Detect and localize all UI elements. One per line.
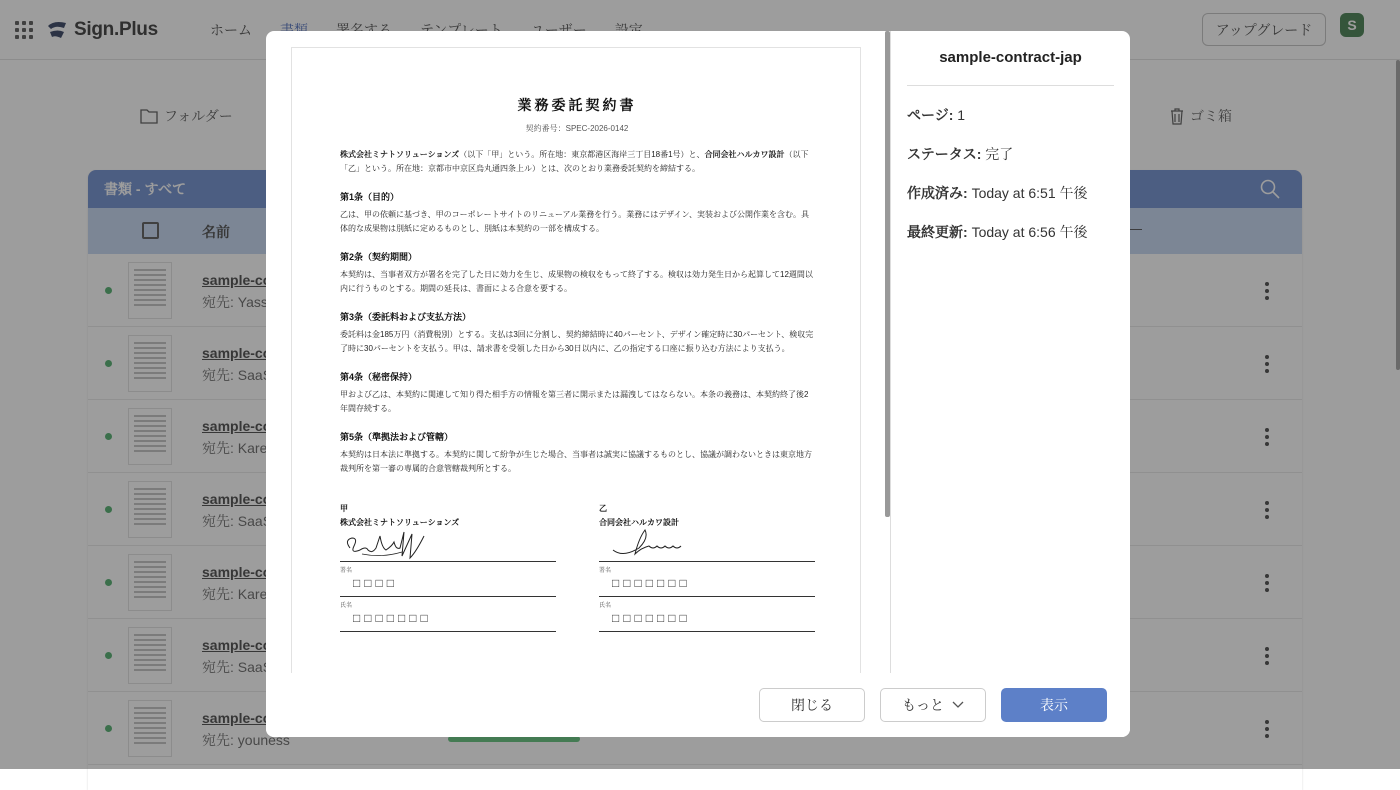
- party-b-role: 乙: [599, 504, 607, 513]
- article-3-heading: 第3条（委託料および支払方法）: [340, 312, 472, 322]
- article-4-body: 甲および乙は、本契約に関連して知り得た相手方の情報を第三者に開示または漏洩してはならない。本条の義務は、本契約終了後2年間存続する。: [340, 390, 809, 413]
- status-value: 完了: [985, 146, 1014, 162]
- intro-end: （以下「乙」という。所在地：京都市中京区烏丸通四条上ル）とは、次のとおり業務委託契約を締結する。: [340, 150, 809, 173]
- article-4-heading: 第4条（秘密保持）: [340, 372, 418, 382]
- info-page: [907, 105, 1114, 125]
- intro-party-a: 株式会社ミナトソリューションズ: [340, 150, 460, 159]
- modal-footer: [266, 673, 1130, 737]
- contract-number: 契約番号：SPEC-2026-0142: [525, 124, 629, 133]
- intro-party-b: 合同会社ハルカワ設計: [704, 150, 785, 159]
- article-2-heading: 第2条（契約期間）: [340, 252, 418, 262]
- page-label: ページ:: [907, 107, 954, 123]
- updated-label: 最終更新:: [907, 224, 968, 240]
- party-a-sign-label: 署名: [340, 568, 353, 574]
- document-preview-modal: [266, 31, 1130, 737]
- created-value: Today at 6:51 午後: [971, 185, 1088, 201]
- chevron-down-icon: [952, 701, 964, 709]
- article-5-body: 本契約は日本法に準拠する。本契約に関して紛争が生じた場合、当事者は誠実に協議するものとし、協議が調わないときは東京地方裁判所を第一審の専属的合意管轄裁判所とする。: [340, 450, 812, 473]
- info-updated: [907, 222, 1114, 242]
- party-a-signature-line: [340, 530, 556, 562]
- status-label: ステータス:: [907, 146, 982, 162]
- article-3-body: 委託料は金185万円（消費税別）とする。支払は3回に分割し、契約締結時に40パーセント、デザイン確定時に30パーセント、検収完了時に30パーセントを支払う。甲は、請求書を受領した日から30日以内に、乙の指定する口座に振り込む方法により支払う。: [340, 330, 814, 353]
- party-b-name-label: 氏名: [599, 603, 612, 609]
- close-button[interactable]: 閉じる: [759, 688, 865, 722]
- document-page: [291, 47, 861, 673]
- document-title: 業務委託契約書: [517, 97, 637, 113]
- party-a-handwritten-signature: [342, 528, 432, 562]
- document-info-panel: [907, 31, 1114, 673]
- party-b-name-value: □□□□□□□: [599, 609, 815, 632]
- party-b-signature-line: [599, 530, 815, 562]
- party-a-name-label: 氏名: [340, 603, 353, 609]
- party-b-sign-label: 署名: [599, 568, 612, 574]
- more-label: もっと: [902, 697, 944, 713]
- party-b-handwritten-signature: [609, 528, 689, 562]
- party-a-company: 株式会社ミナトソリューションズ: [340, 518, 460, 527]
- signature-area: [340, 502, 814, 673]
- page-value: 1: [957, 107, 966, 123]
- party-b-sign-value: □□□□□□□: [599, 574, 815, 597]
- intro-mid: （以下「甲」という。所在地：東京都港区海岸三丁目18番1号）と、: [459, 150, 705, 159]
- updated-value: Today at 6:56 午後: [971, 224, 1088, 240]
- party-a-role: 甲: [340, 504, 348, 513]
- article-5-heading: 第5条（準拠法および管轄）: [340, 432, 454, 442]
- document-preview-pane: [266, 31, 890, 673]
- info-status: [907, 144, 1114, 164]
- document-filename: sample-contract-jap: [907, 49, 1114, 86]
- party-a-name-value: □□□□□□□: [340, 609, 556, 632]
- party-a-sign-value: □□□□: [340, 574, 556, 597]
- article-1-body: 乙は、甲の依頼に基づき、甲のコーポレートサイトのリニューアル業務を行う。業務にはデザイン、実装および公開作業を含む。具体的な成果物は別紙に定めるものとし、別紙は本契約の一部を構成する。: [340, 210, 810, 233]
- intro-paragraph: [340, 148, 814, 176]
- signature-block-party-b: [599, 502, 815, 632]
- created-label: 作成済み:: [907, 185, 968, 201]
- modal-divider: [890, 31, 891, 673]
- signature-block-party-a: [340, 502, 556, 632]
- article-2-body: 本契約は、当事者双方が署名を完了した日に効力を生じ、成果物の検収をもって終了する。検収は効力発生日から起算して12週間以内に行うものとする。期間の延長は、書面による合意を要する。: [340, 270, 813, 293]
- article-1-heading: 第1条（目的）: [340, 192, 400, 202]
- party-b-company: 合同会社ハルカワ設計: [599, 518, 679, 527]
- info-created: [907, 183, 1114, 203]
- view-button[interactable]: 表示: [1001, 688, 1107, 722]
- more-button[interactable]: [880, 688, 986, 722]
